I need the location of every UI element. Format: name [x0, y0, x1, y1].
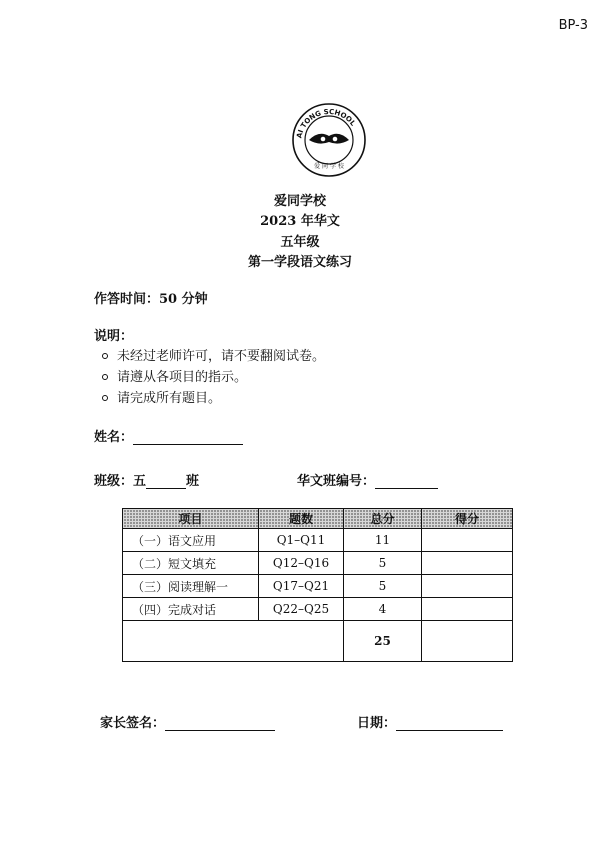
class-field — [94, 470, 199, 489]
total-label-cell — [123, 621, 344, 662]
header-score: 得分 — [422, 509, 513, 529]
header-item: 项目 — [123, 509, 259, 529]
grade: 五年级 — [280, 235, 320, 250]
row-score[interactable] — [422, 598, 513, 621]
row-total: 5 — [344, 575, 422, 598]
row-questions: Q17–Q21 — [259, 575, 344, 598]
row-questions: Q22–Q25 — [259, 598, 344, 621]
parent-signature-label: 家长签名： — [100, 716, 166, 731]
row-questions: Q12–Q16 — [259, 552, 344, 575]
svg-text:AI TONG SCHOOL: AI TONG SCHOOL — [295, 107, 357, 139]
grand-total: 25 — [344, 621, 422, 662]
bullet-icon — [102, 374, 108, 380]
table-row — [123, 529, 513, 552]
date-blank[interactable] — [396, 716, 503, 731]
class-suffix: 班 — [186, 474, 200, 489]
register-blank[interactable] — [375, 474, 438, 489]
table-total-row — [123, 621, 513, 662]
bullet-icon — [102, 395, 108, 401]
row-item: （四）完成对话 — [123, 598, 259, 621]
class-blank[interactable] — [146, 474, 186, 489]
duration: 作答时间：50 分钟 — [94, 292, 208, 307]
list-item: 未经过老师许可，请不要翻阅试卷。 — [102, 346, 325, 367]
parent-signature-blank[interactable] — [165, 716, 275, 731]
list-item: 请完成所有题目。 — [102, 388, 325, 409]
header-total: 总分 — [344, 509, 422, 529]
row-total: 5 — [344, 552, 422, 575]
row-questions: Q1–Q11 — [259, 529, 344, 552]
year-subject: 2023 年华文 — [260, 214, 340, 229]
table-row — [123, 552, 513, 575]
table-row — [123, 575, 513, 598]
date-label: 日期： — [357, 716, 397, 731]
school-name: 爱同学校 — [273, 194, 326, 209]
register-field — [297, 470, 438, 489]
row-item: （一）语文应用 — [123, 529, 259, 552]
total-score[interactable] — [422, 621, 513, 662]
exam-title: 第一学段语文练习 — [247, 255, 352, 270]
page-code: BP-3 — [558, 18, 588, 33]
row-score[interactable] — [422, 552, 513, 575]
name-blank[interactable] — [133, 430, 243, 445]
instructions-list — [102, 346, 325, 409]
header-questions: 题数 — [259, 509, 344, 529]
parent-signature-field — [100, 712, 275, 731]
row-total: 11 — [344, 529, 422, 552]
name-label: 姓名： — [94, 430, 134, 445]
list-item: 请遵从各项目的指示。 — [102, 367, 325, 388]
name-field — [94, 426, 243, 445]
date-field — [357, 712, 503, 731]
register-label: 华文班编号： — [297, 474, 376, 489]
row-score[interactable] — [422, 575, 513, 598]
score-table — [122, 508, 513, 662]
row-item: （三）阅读理解一 — [123, 575, 259, 598]
school-logo — [291, 102, 367, 178]
row-item: （二）短文填充 — [123, 552, 259, 575]
table-header-row — [123, 509, 513, 529]
row-total: 4 — [344, 598, 422, 621]
row-score[interactable] — [422, 529, 513, 552]
svg-text:爱 同 学 校: 爱 同 学 校 — [314, 163, 344, 170]
bullet-icon — [102, 353, 108, 359]
table-row — [123, 598, 513, 621]
instructions-heading: 说明： — [94, 329, 134, 344]
class-label: 班级：五 — [94, 474, 147, 489]
